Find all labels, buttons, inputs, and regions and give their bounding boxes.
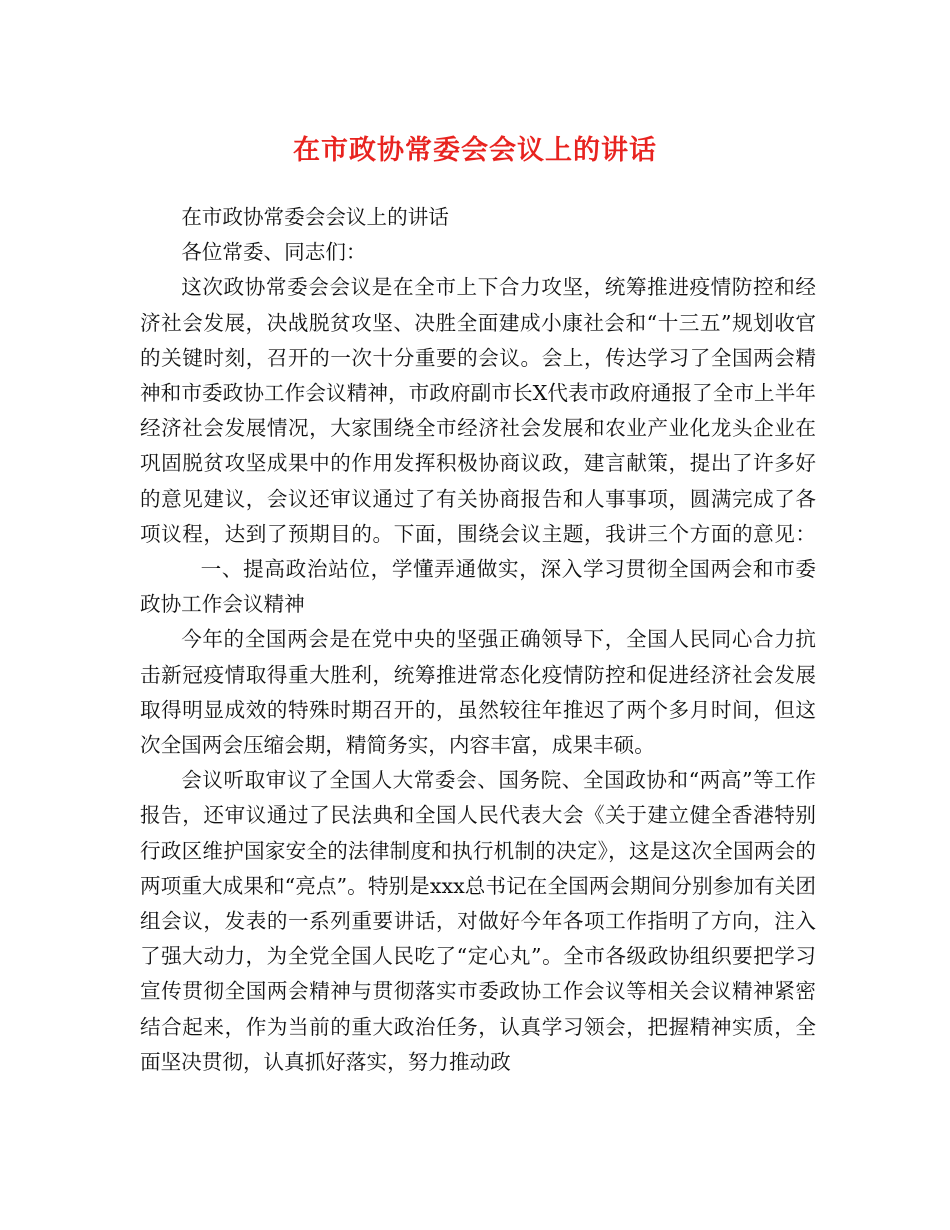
greeting: 各位常委、同志们： (181, 240, 367, 265)
subtitle: 在市政协常委会会议上的讲话 (181, 205, 449, 229)
paragraph-three: 会议听取审议了全国人大常委会、国务院、全国政协和“两高”等工作报告，还审议通过了民法典和全国人民代表大会《关于建立健全香港特别行政区维护国家安全的法律制度和执行机制的决定》，这是这次全国两会的两项重大成果和“亮点”。特别是xxx总书记在全国两会期间分别参加有关团组会议，发表的一系列重要讲话，对做好今年各项工作指明了方向，注入了强大动力，为全党全国人民吃了“定心丸”。全市各级政协组织要把学习宣传贯彻全国两会精神与贯彻落实市委政协工作会议等相关会议精神紧密结合起来，作为当前的重大政治任务，认真学习领会，把握精神实质，全面坚决贯彻，认真抓好落实，努力推动政 (140, 768, 816, 1074)
section-heading-1: 一、提高政治站位，学懂弄通做实，深入学习贯彻全国两会和市委政协工作会议精神 (140, 557, 816, 617)
paragraph-intro-text: 这次政协常委会会议是在全市上下合力攻坚，统筹推进疫情防控和经济社会发展，决战脱贫攻坚、决胜全面建成小康社会和“十三五”规划收官的关键时刻，召开的一次十分重要的会议。会上，传达学习了全国两会精神和市委政协工作会议精神，市政府副市长X代表市政府通报了全市上半年经济社会发展情况，大家围绕全市经济社会发展和农业产业化龙头企业在巩固脱贫攻坚成果中的作用发挥积极协商议政，建言献策，提出了许多好的意见建议，会议还审议通过了有关协商报告和人事事项，圆满完成了各项议程，达到了预期目的。下面，围绕会议主题，我讲三个方面的意见： (140, 275, 816, 546)
document-body (140, 200, 816, 1080)
paragraph-two: 今年的全国两会是在党中央的坚强正确领导下，全国人民同心合力抗击新冠疫情取得重大胜利，统筹推进常态化疫情防控和促进经济社会发展取得明显成效的特殊时期召开的，虽然较往年推迟了两个多月时间，但这次全国两会压缩会期，精简务实，内容丰富，成果丰硕。 (140, 627, 816, 758)
document-title: 在市政协常委会会议上的讲话 (293, 135, 657, 166)
paragraph-intro (140, 270, 816, 622)
